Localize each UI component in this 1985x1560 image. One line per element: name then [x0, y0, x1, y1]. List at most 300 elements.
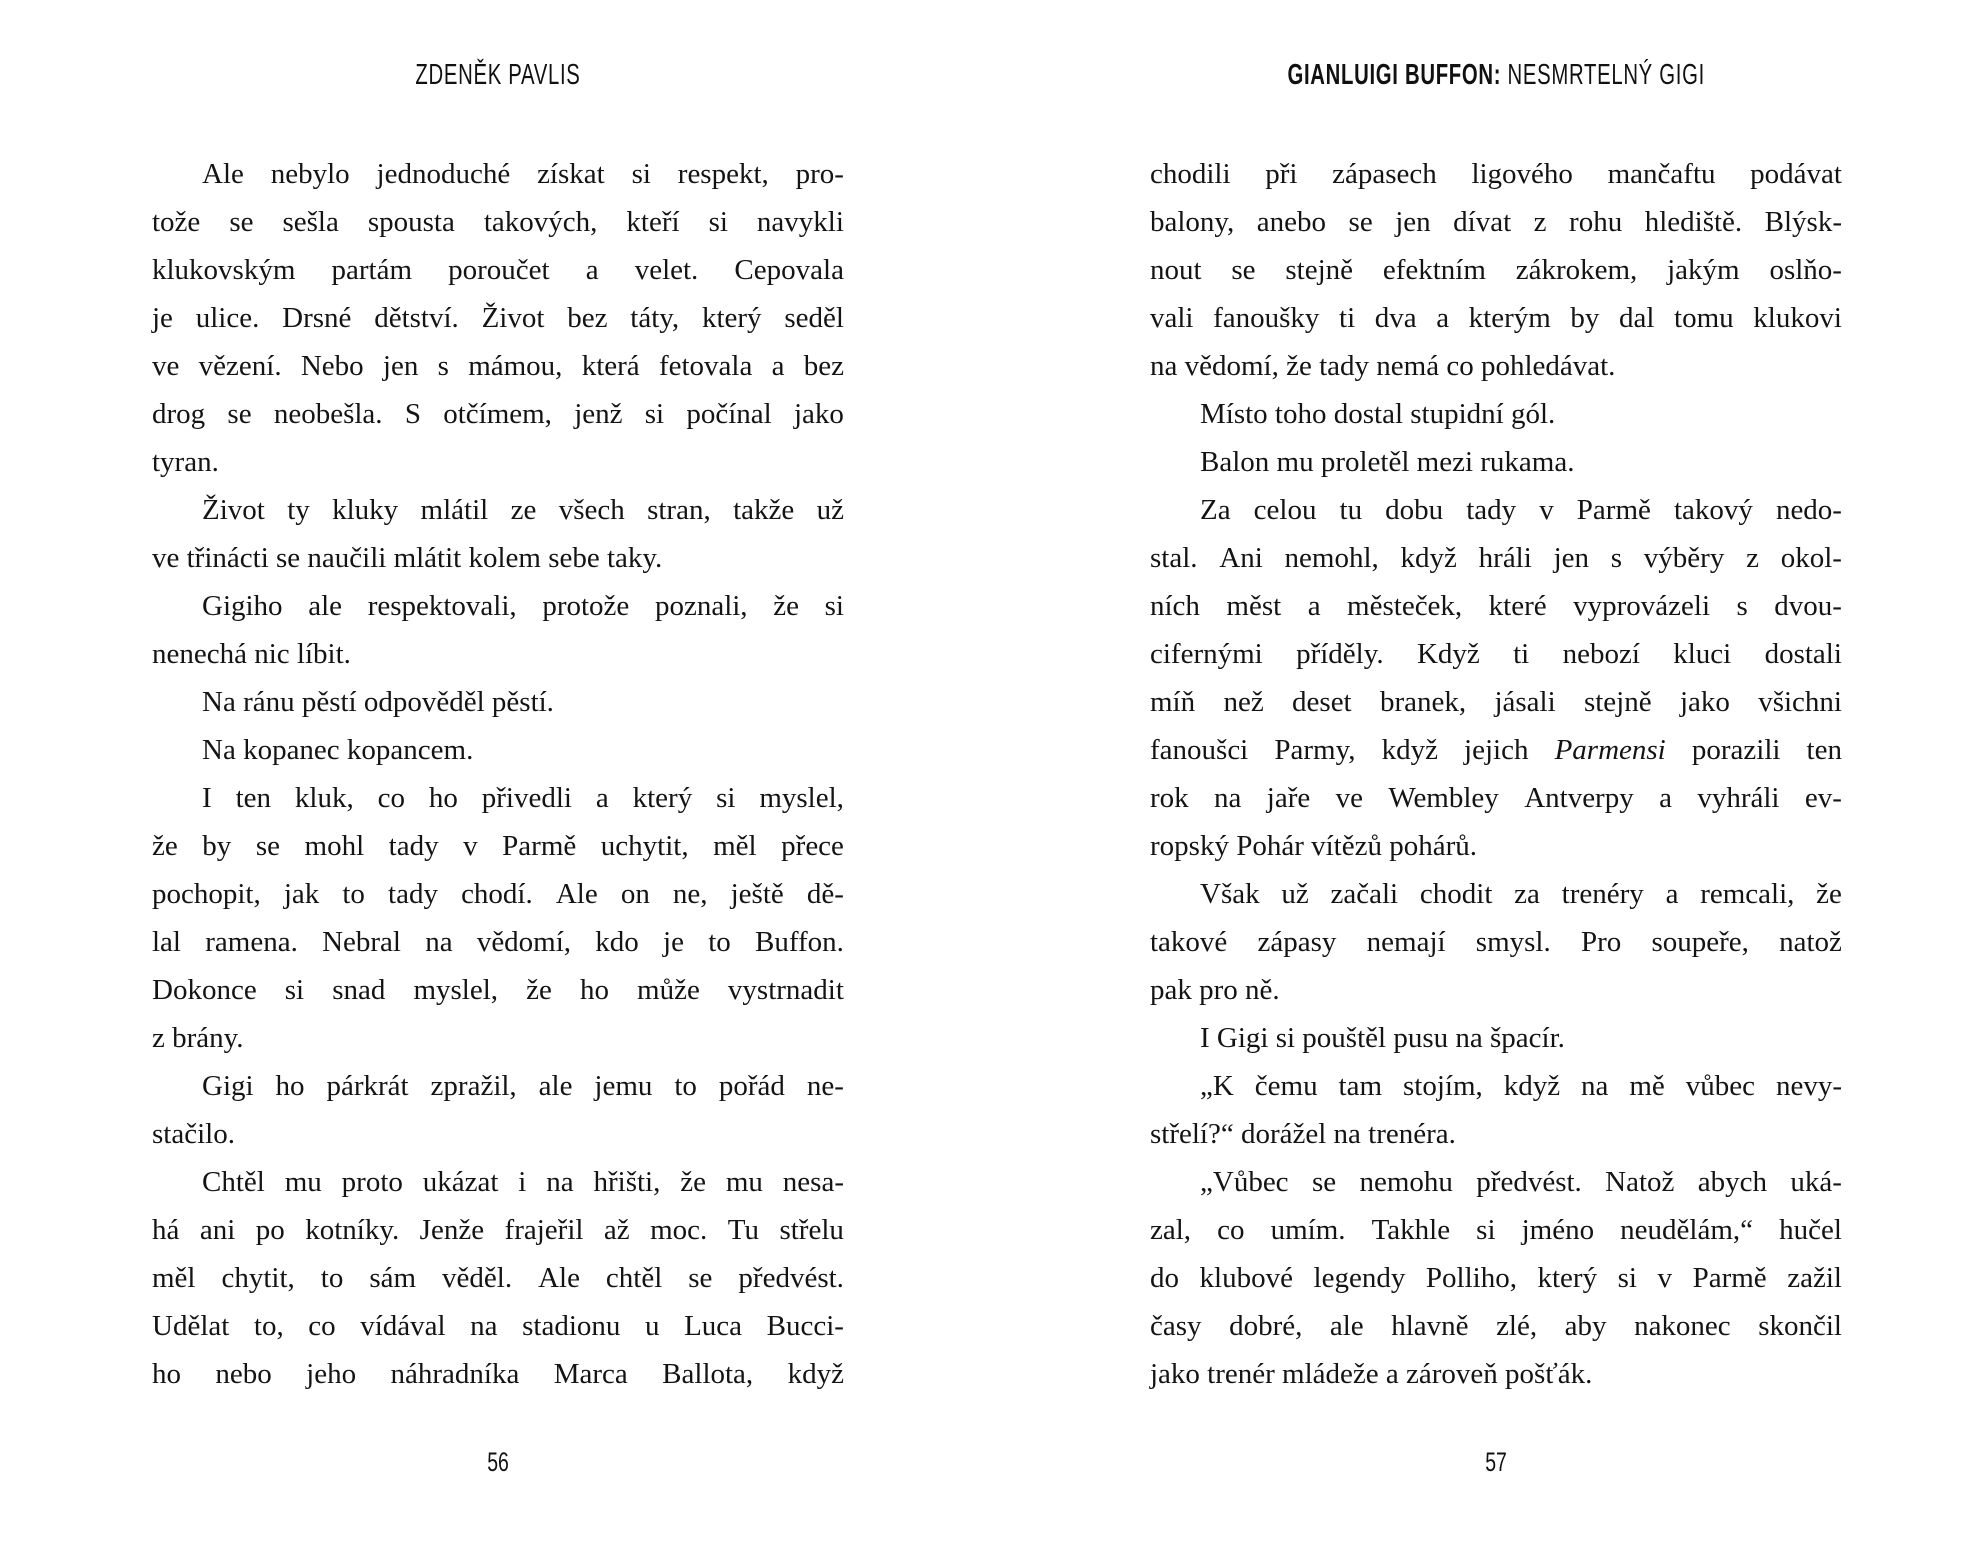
word: cifernými: [1150, 638, 1263, 670]
word: partám: [331, 254, 413, 286]
word: Nebo: [300, 350, 364, 382]
word: by: [1570, 302, 1600, 334]
word: lal: [152, 926, 181, 958]
text-line: střelí?“ dorážel na trenéra.: [1150, 1118, 1456, 1150]
word: legendy: [1313, 1262, 1406, 1294]
word: na: [1214, 782, 1242, 814]
word: stojím,: [1403, 1070, 1483, 1102]
text-line: [1150, 678, 1842, 726]
word: se: [227, 398, 252, 430]
word: tomu: [1674, 302, 1734, 334]
word: fetovala: [658, 350, 753, 382]
word: dostali: [1764, 638, 1842, 670]
text-line: [1150, 918, 1842, 966]
word: stal.: [1150, 542, 1198, 574]
word: už: [816, 494, 844, 526]
word: mančaftu: [1607, 158, 1716, 190]
paragraph: [152, 726, 844, 774]
word: chodili: [1150, 158, 1231, 190]
word: že: [1816, 878, 1842, 910]
word: nemohl,: [1284, 542, 1379, 574]
text-line: na vědomí, že tady nemá co pohledávat.: [1150, 350, 1616, 382]
book-title: [1287, 58, 1704, 92]
text-line: Balon mu proletěl mezi rukama.: [1200, 446, 1575, 478]
word: už: [1281, 878, 1309, 910]
word: by: [202, 830, 232, 862]
word: Bucci-: [766, 1310, 844, 1342]
word: u: [644, 1310, 660, 1342]
text-line: [152, 342, 844, 390]
word: Nebral: [322, 926, 401, 958]
word: klukovi: [1753, 302, 1842, 334]
word: Chtěl: [202, 1166, 265, 1198]
word: uká-: [1790, 1166, 1842, 1198]
word: abych: [1697, 1166, 1768, 1198]
word: kluky: [332, 494, 399, 526]
word: smysl.: [1475, 926, 1551, 958]
word: neobešla.: [273, 398, 383, 430]
word: stejně: [1285, 254, 1354, 286]
word: myslel,: [413, 974, 499, 1006]
word: když: [1503, 1070, 1561, 1102]
word: ne,: [672, 878, 708, 910]
word: dobu: [1385, 494, 1444, 526]
text-line: [152, 1350, 844, 1398]
word: ulice.: [195, 302, 260, 334]
word: nesa-: [782, 1166, 844, 1198]
text-line: jako trenér mládeže a zároveň pošťák.: [1150, 1358, 1593, 1390]
word: že: [526, 974, 552, 1006]
word: vali: [1150, 302, 1194, 334]
word: na: [1581, 1070, 1609, 1102]
word: nakonec: [1634, 1310, 1731, 1342]
paragraph: [152, 150, 844, 486]
text-line: [152, 246, 844, 294]
word: dal: [1619, 302, 1655, 334]
text-line: [152, 1062, 844, 1110]
word: míň: [1150, 686, 1196, 718]
word: ten: [235, 782, 271, 814]
text-line: [1150, 726, 1842, 774]
paragraph: [152, 678, 844, 726]
word: Parmy,: [1274, 734, 1356, 766]
word: vůbec: [1685, 1070, 1756, 1102]
word: a: [1307, 590, 1321, 622]
word: mu: [725, 1166, 763, 1198]
word: ještě: [730, 878, 784, 910]
word: jednoduché: [376, 158, 511, 190]
word: sešla: [282, 206, 339, 238]
word: Takhle: [1371, 1214, 1451, 1246]
page-body-right: [1150, 150, 1842, 1398]
word: může: [637, 974, 700, 1006]
word: Parmě: [1692, 1262, 1767, 1294]
page-number-right: 57: [1485, 1447, 1507, 1477]
text-line: [152, 390, 844, 438]
word: zal,: [1150, 1214, 1192, 1246]
word: časy: [1150, 1310, 1202, 1342]
word: kotníky.: [305, 1214, 400, 1246]
word: Buffon.: [755, 926, 844, 958]
text-line: ve třinácti se naučili mlátit kolem sebe taky.: [152, 542, 663, 574]
text-line: [152, 918, 844, 966]
word: Když: [1416, 638, 1480, 670]
word: Marca: [553, 1358, 628, 1390]
word: stejně: [1583, 686, 1652, 718]
text-line: [152, 822, 844, 870]
text-line: [1150, 150, 1842, 198]
text-line: [1150, 1062, 1842, 1110]
page-number-left: 56: [487, 1447, 509, 1477]
word: aby: [1564, 1310, 1607, 1342]
word: poroučet: [448, 254, 550, 286]
word: dvou-: [1774, 590, 1842, 622]
word: chodit: [1419, 878, 1493, 910]
word: mě: [1629, 1070, 1665, 1102]
word: dobré,: [1229, 1310, 1303, 1342]
word: ten: [1806, 734, 1842, 766]
book-title-regular: NESMRTELNÝ GIGI: [1501, 59, 1705, 91]
word: jeho: [306, 1358, 357, 1390]
word: hlediště.: [1644, 206, 1743, 238]
text-line: tyran.: [152, 446, 219, 478]
word: velet.: [634, 254, 699, 286]
word: Tu: [727, 1214, 759, 1246]
word: Wembley: [1388, 782, 1499, 814]
word: Cepovala: [734, 254, 844, 286]
word: tože: [152, 206, 201, 238]
word: fanoušci: [1150, 734, 1249, 766]
word: snad: [332, 974, 386, 1006]
word: to: [708, 926, 731, 958]
paragraph: [152, 1158, 844, 1398]
word: skončil: [1758, 1310, 1842, 1342]
running-head-right: [1150, 58, 1842, 92]
word: ev-: [1804, 782, 1842, 814]
word: který: [632, 782, 693, 814]
word: ligového: [1471, 158, 1573, 190]
word: na: [425, 926, 453, 958]
word: respekt,: [677, 158, 769, 190]
word: ho: [152, 1358, 181, 1390]
word: drog: [152, 398, 206, 430]
word: vyprovázeli: [1573, 590, 1711, 622]
word: ti: [1339, 302, 1356, 334]
word: z: [1533, 206, 1547, 238]
word: respektovali,: [367, 590, 517, 622]
word: S: [404, 398, 421, 430]
text-line: stačilo.: [152, 1118, 235, 1150]
word: ukázat: [422, 1166, 499, 1198]
word: Život: [481, 302, 545, 334]
word: natož: [1779, 926, 1842, 958]
text-line: [152, 150, 844, 198]
word: ale: [1329, 1310, 1364, 1342]
word: sám: [369, 1262, 417, 1294]
word: ramena.: [205, 926, 298, 958]
text-line: [1150, 582, 1842, 630]
word: takových,: [483, 206, 598, 238]
word: se: [255, 830, 280, 862]
word: zákrokem,: [1515, 254, 1638, 286]
word: městeček,: [1347, 590, 1463, 622]
word: umím.: [1270, 1214, 1346, 1246]
word: měl: [713, 830, 757, 862]
word: dě-: [806, 878, 844, 910]
paragraph: [1150, 486, 1842, 870]
word: jen: [382, 350, 419, 382]
word: který: [1537, 1262, 1598, 1294]
word: a: [771, 350, 785, 382]
word: že: [152, 830, 178, 862]
text-line: [1150, 486, 1842, 534]
paragraph: [152, 774, 844, 1062]
text-line: [1150, 294, 1842, 342]
word: za: [1514, 878, 1540, 910]
word: se: [1231, 254, 1256, 286]
word: jenž: [574, 398, 623, 430]
word: jakým: [1667, 254, 1740, 286]
word: moc.: [650, 1214, 708, 1246]
word: a: [1436, 302, 1450, 334]
text-line: Místo toho dostal stupidní gól.: [1200, 398, 1556, 430]
word: nebylo: [270, 158, 350, 190]
word: nedo-: [1775, 494, 1842, 526]
text-line: [1150, 774, 1842, 822]
word: Ale: [538, 1262, 580, 1294]
word: že: [680, 1166, 706, 1198]
word: Parmensi: [1554, 734, 1666, 766]
word: ti: [1513, 638, 1530, 670]
word: porazili: [1691, 734, 1781, 766]
word: a: [1659, 782, 1672, 814]
word: ne-: [806, 1070, 844, 1102]
text-line: [152, 774, 844, 822]
word: jen: [1553, 542, 1589, 574]
word: fanoušky: [1213, 302, 1320, 334]
word: to: [674, 1070, 697, 1102]
word: podávat: [1750, 158, 1842, 190]
word: začali: [1330, 878, 1399, 910]
word: tady: [388, 878, 438, 910]
word: věděl.: [442, 1262, 513, 1294]
text-line: [152, 198, 844, 246]
word: v: [463, 830, 478, 862]
paragraph: [1150, 1062, 1842, 1158]
word: ve: [1335, 782, 1364, 814]
word: hučel: [1779, 1214, 1842, 1246]
word: oslňo-: [1769, 254, 1842, 286]
word: zpražil,: [430, 1070, 517, 1102]
text-line: [152, 966, 844, 1014]
text-line: [152, 294, 844, 342]
word: hlavně: [1391, 1310, 1469, 1342]
word: „Vůbec: [1200, 1166, 1289, 1198]
word: když: [1381, 734, 1438, 766]
word: na: [470, 1310, 498, 1342]
word: Pro: [1580, 926, 1622, 958]
word: „K: [1200, 1070, 1234, 1102]
word: ve: [152, 350, 180, 382]
word: a: [1665, 878, 1679, 910]
word: Drsné: [282, 302, 352, 334]
word: nemají: [1366, 926, 1446, 958]
word: jak: [283, 878, 320, 910]
word: Parmě: [1576, 494, 1651, 526]
paragraph: [1150, 438, 1842, 486]
word: Ale: [555, 878, 598, 910]
word: které: [1488, 590, 1547, 622]
word: chytit,: [221, 1262, 295, 1294]
word: po: [255, 1214, 285, 1246]
word: kluk,: [294, 782, 354, 814]
word: klukovským: [152, 254, 296, 286]
word: neudělám,“: [1620, 1214, 1754, 1246]
text-line: Na ránu pěstí odpověděl pěstí.: [202, 686, 554, 718]
word: ale: [308, 590, 343, 622]
word: se: [1348, 206, 1373, 238]
word: seděl: [784, 302, 844, 334]
word: nemohu: [1359, 1166, 1453, 1198]
text-line: [1150, 870, 1842, 918]
word: okol-: [1780, 542, 1842, 574]
word: vězení.: [198, 350, 282, 382]
word: frajeřil: [504, 1214, 584, 1246]
word: kluci: [1673, 638, 1732, 670]
word: zažil: [1787, 1262, 1842, 1294]
paragraph: [152, 1062, 844, 1158]
text-line: I Gigi si pouštěl pusu na špacír.: [1200, 1022, 1565, 1054]
text-line: ropský Pohár vítězů pohárů.: [1150, 830, 1477, 862]
word: všichni: [1758, 686, 1842, 718]
word: zápasech: [1332, 158, 1437, 190]
word: si: [631, 158, 651, 190]
word: bez: [803, 350, 844, 382]
text-line: [152, 1254, 844, 1302]
word: příděly.: [1296, 638, 1384, 670]
word: zápasy: [1257, 926, 1337, 958]
word: ty: [287, 494, 310, 526]
word: ani: [199, 1214, 236, 1246]
word: tady: [1466, 494, 1517, 526]
text-line: [1150, 1302, 1842, 1350]
word: si: [1476, 1214, 1496, 1246]
word: ho: [275, 1070, 305, 1102]
word: deset: [1292, 686, 1352, 718]
word: všech: [558, 494, 625, 526]
word: ho: [579, 974, 609, 1006]
word: jako: [1679, 686, 1730, 718]
word: párkrát: [326, 1070, 409, 1102]
word: mlátil: [420, 494, 489, 526]
word: pořád: [718, 1070, 785, 1102]
word: si: [1617, 1262, 1637, 1294]
word: Život: [202, 494, 265, 526]
word: Ani: [1219, 542, 1263, 574]
word: soupeře,: [1651, 926, 1749, 958]
word: on: [620, 878, 650, 910]
word: takový: [1673, 494, 1753, 526]
paragraph: [1150, 870, 1842, 1014]
word: efektním: [1382, 254, 1486, 286]
word: Jenže: [419, 1214, 485, 1246]
word: si: [716, 782, 736, 814]
word: Parmě: [502, 830, 577, 862]
word: mu: [284, 1166, 322, 1198]
word: Dokonce: [152, 974, 257, 1006]
word: Ale: [202, 158, 244, 190]
word: získat: [537, 158, 605, 190]
word: který: [701, 302, 762, 334]
text-line: z brány.: [152, 1022, 244, 1054]
word: jaře: [1266, 782, 1311, 814]
word: Natož: [1605, 1166, 1675, 1198]
word: která: [581, 350, 640, 382]
word: to,: [253, 1310, 284, 1342]
word: přivedli: [481, 782, 572, 814]
word: nevy-: [1775, 1070, 1842, 1102]
text-line: [1150, 1206, 1842, 1254]
word: co: [377, 782, 405, 814]
word: kterým: [1468, 302, 1551, 334]
word: rohu: [1569, 206, 1623, 238]
word: uchytit,: [600, 830, 689, 862]
word: přece: [781, 830, 844, 862]
text-line: [152, 870, 844, 918]
word: há: [152, 1214, 180, 1246]
word: si: [284, 974, 305, 1006]
word: měst: [1226, 590, 1282, 622]
word: chtěl: [605, 1262, 663, 1294]
author-name: ZDENĚK PAVLIS: [415, 59, 581, 91]
word: tady: [388, 830, 439, 862]
word: při: [1265, 158, 1298, 190]
word: jásali: [1494, 686, 1556, 718]
word: jen: [1395, 206, 1431, 238]
text-line: [152, 582, 844, 630]
text-line: [1150, 198, 1842, 246]
word: Však: [1200, 878, 1260, 910]
word: jemu: [594, 1070, 653, 1102]
word: I: [202, 782, 212, 814]
word: spousta: [367, 206, 455, 238]
word: celou: [1253, 494, 1317, 526]
word: a: [585, 254, 599, 286]
text-line: [1150, 1158, 1842, 1206]
word: ho: [428, 782, 458, 814]
word: jejich: [1464, 734, 1529, 766]
word: i: [518, 1166, 527, 1198]
word: vyhráli: [1697, 782, 1780, 814]
word: se: [229, 206, 254, 238]
word: mohl: [304, 830, 365, 862]
word: dva: [1374, 302, 1417, 334]
word: balony,: [1150, 206, 1235, 238]
word: Blýsk-: [1764, 206, 1842, 238]
word: protože: [542, 590, 630, 622]
text-line: [152, 1206, 844, 1254]
word: to: [320, 1262, 344, 1294]
word: ale: [538, 1070, 573, 1102]
word: si: [824, 590, 844, 622]
word: v: [1539, 494, 1554, 526]
text-line: [1150, 1254, 1842, 1302]
word: táty,: [630, 302, 680, 334]
word: co: [1217, 1214, 1245, 1246]
paragraph: [1150, 150, 1842, 390]
word: vystrnadit: [727, 974, 844, 1006]
word: výběry: [1643, 542, 1725, 574]
